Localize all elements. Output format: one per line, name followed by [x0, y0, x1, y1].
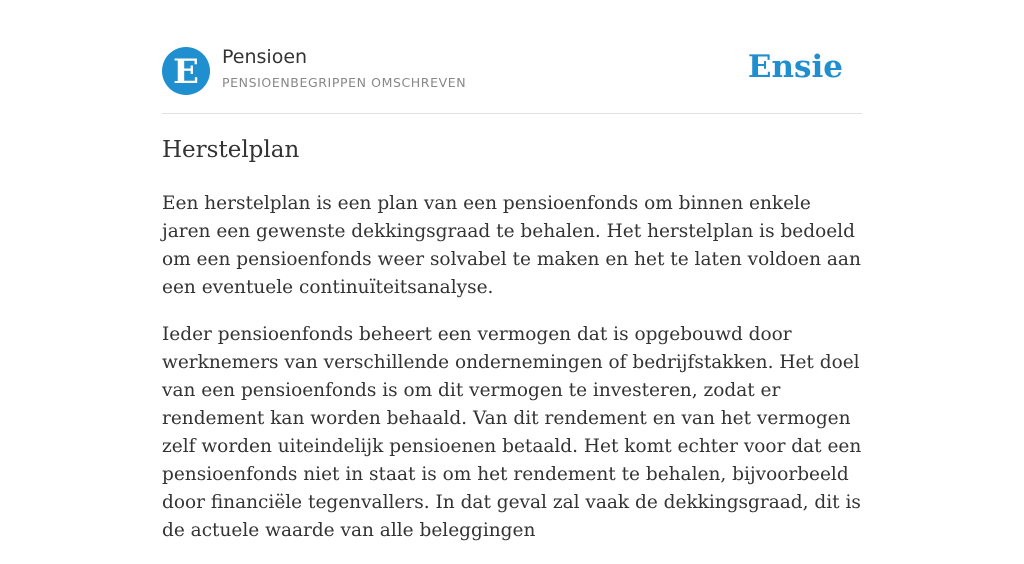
- paragraph: Ieder pensioenfonds beheert een vermogen dat is opgebouwd door werknemers van verschillende ondernemingen of bedrijfstakken. Het doel van een pensioenfonds is om dit vermogen te investeren, zodat er rendement kan worden behaald. Van dit rendement en van het vermogen zelf worden uiteindelijk pensioenen betaald. Het komt echter voor dat een pensioenfonds niet in staat is om het rendement te behalen, bijvoorbeeld door financiële tegenvallers. In dat geval zal vaak de dekkingsgraad, dit is de actuele waarde van alle beleggingen: [162, 324, 862, 541]
- site-title[interactable]: Pensioen: [222, 46, 308, 68]
- article-body: [162, 190, 862, 564]
- article-title: Herstelplan: [162, 137, 300, 163]
- paragraph: Een herstelplan is een plan van een pensioenfonds om binnen enkele jaren een gewenste dekkingsgraad te behalen. Het herstelplan is bedoeld om een pensioenfonds weer solvabel te maken en het te laten voldoen aan een eventuele continuïteitsanalyse.: [162, 193, 861, 298]
- site-subtitle: PENSIOENBEGRIPPEN OMSCHREVEN: [222, 75, 467, 90]
- brand-logo[interactable]: Ensie: [747, 49, 843, 85]
- site-header: [162, 46, 862, 96]
- header-divider: [162, 113, 862, 114]
- site-logo[interactable]: [162, 47, 210, 95]
- logo-letter: E: [173, 51, 199, 92]
